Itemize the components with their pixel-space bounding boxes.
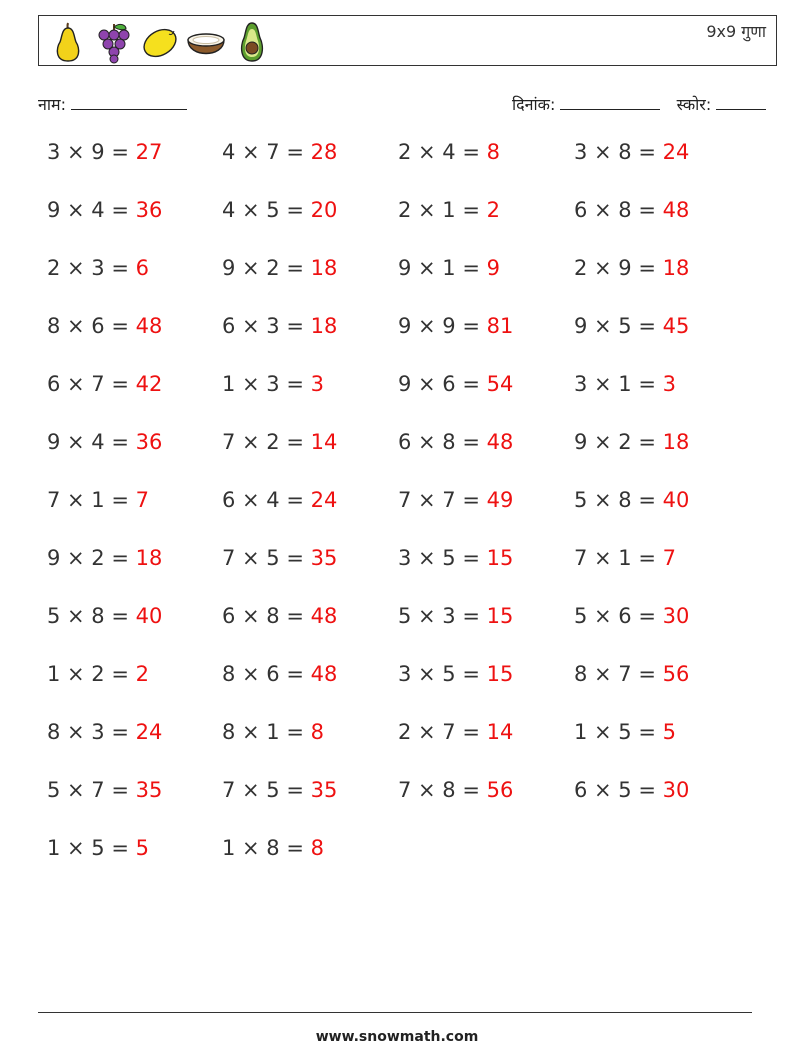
problem-question: 7 × 1 = xyxy=(574,546,663,570)
problem-item xyxy=(574,372,676,396)
problem-answer: 48 xyxy=(310,604,338,628)
problem-item xyxy=(574,546,676,570)
problem-answer: 8 xyxy=(310,720,324,744)
problem-answer: 27 xyxy=(135,140,163,164)
problem-item xyxy=(47,662,149,686)
problem-question: 9 × 5 = xyxy=(574,314,663,338)
problem-item xyxy=(398,140,500,164)
problem-question: 1 × 5 = xyxy=(574,720,663,744)
problem-answer: 40 xyxy=(135,604,163,628)
problem-answer: 81 xyxy=(486,314,514,338)
problem-question: 5 × 8 = xyxy=(47,604,136,628)
problem-question: 5 × 6 = xyxy=(574,604,663,628)
problem-item xyxy=(47,314,162,338)
problem-answer: 45 xyxy=(662,314,690,338)
problem-item xyxy=(398,314,513,338)
problem-item xyxy=(574,488,689,512)
problem-question: 4 × 5 = xyxy=(222,198,311,222)
problem-answer: 40 xyxy=(662,488,690,512)
problem-answer: 36 xyxy=(135,430,163,454)
problem-question: 5 × 3 = xyxy=(398,604,487,628)
problem-item xyxy=(574,314,689,338)
problem-item xyxy=(398,720,513,744)
problem-question: 3 × 5 = xyxy=(398,546,487,570)
problem-item xyxy=(47,604,162,628)
problem-question: 2 × 3 = xyxy=(47,256,136,280)
problem-question: 1 × 2 = xyxy=(47,662,136,686)
problem-answer: 18 xyxy=(662,256,690,280)
problem-answer: 28 xyxy=(310,140,338,164)
problem-item xyxy=(47,778,162,802)
problem-question: 6 × 4 = xyxy=(222,488,311,512)
footer-divider xyxy=(38,1012,752,1013)
problem-answer: 24 xyxy=(310,488,338,512)
problem-question: 9 × 2 = xyxy=(574,430,663,454)
problem-item xyxy=(398,778,513,802)
name-blank[interactable] xyxy=(71,95,187,110)
problem-question: 5 × 8 = xyxy=(574,488,663,512)
problem-question: 8 × 7 = xyxy=(574,662,663,686)
lemon-icon xyxy=(139,20,181,64)
problem-answer: 49 xyxy=(486,488,514,512)
problem-answer: 7 xyxy=(135,488,149,512)
grapes-icon xyxy=(93,20,135,64)
problem-item xyxy=(398,430,513,454)
worksheet-header xyxy=(38,15,777,66)
problem-item xyxy=(222,836,324,860)
problem-item xyxy=(574,140,689,164)
problem-answer: 6 xyxy=(135,256,149,280)
problem-question: 7 × 5 = xyxy=(222,778,311,802)
problem-answer: 54 xyxy=(486,372,514,396)
problem-question: 6 × 3 = xyxy=(222,314,311,338)
problem-question: 1 × 5 = xyxy=(47,836,136,860)
problem-answer: 14 xyxy=(310,430,338,454)
problem-question: 8 × 1 = xyxy=(222,720,311,744)
problem-item xyxy=(398,662,513,686)
problem-answer: 3 xyxy=(310,372,324,396)
problem-answer: 30 xyxy=(662,778,690,802)
problem-answer: 2 xyxy=(486,198,500,222)
problem-question: 6 × 8 = xyxy=(398,430,487,454)
problem-answer: 18 xyxy=(662,430,690,454)
problem-item xyxy=(47,256,149,280)
problem-answer: 48 xyxy=(662,198,690,222)
coconut-icon xyxy=(185,20,227,64)
problem-item xyxy=(398,256,500,280)
problem-item xyxy=(574,604,689,628)
problem-item xyxy=(222,256,337,280)
problem-answer: 15 xyxy=(486,662,514,686)
problem-item xyxy=(222,314,337,338)
problem-answer: 2 xyxy=(135,662,149,686)
problem-question: 7 × 1 = xyxy=(47,488,136,512)
problem-question: 4 × 7 = xyxy=(222,140,311,164)
date-blank[interactable] xyxy=(560,95,660,110)
problem-item xyxy=(222,198,337,222)
problem-answer: 3 xyxy=(662,372,676,396)
problem-item xyxy=(47,488,149,512)
problem-question: 2 × 1 = xyxy=(398,198,487,222)
avocado-icon xyxy=(231,20,273,64)
problem-answer: 9 xyxy=(486,256,500,280)
worksheet-title: 9x9 गुणा xyxy=(706,22,766,41)
problem-answer: 20 xyxy=(310,198,338,222)
problem-question: 2 × 9 = xyxy=(574,256,663,280)
problem-item xyxy=(574,662,689,686)
problem-item xyxy=(222,488,337,512)
problem-answer: 15 xyxy=(486,604,514,628)
problem-answer: 35 xyxy=(310,778,338,802)
problem-answer: 14 xyxy=(486,720,514,744)
problem-answer: 15 xyxy=(486,546,514,570)
problem-answer: 35 xyxy=(135,778,163,802)
problem-item xyxy=(222,430,337,454)
problem-item xyxy=(222,372,324,396)
problem-question: 3 × 5 = xyxy=(398,662,487,686)
problem-item xyxy=(222,662,337,686)
name-label: नाम: xyxy=(38,95,66,114)
problem-question: 8 × 3 = xyxy=(47,720,136,744)
date-score-field xyxy=(512,93,766,115)
problem-item xyxy=(47,836,149,860)
problem-item xyxy=(398,604,513,628)
problem-question: 9 × 1 = xyxy=(398,256,487,280)
problem-item xyxy=(222,720,324,744)
problem-question: 7 × 2 = xyxy=(222,430,311,454)
problem-answer: 42 xyxy=(135,372,163,396)
problem-answer: 24 xyxy=(662,140,690,164)
problem-question: 3 × 1 = xyxy=(574,372,663,396)
problem-item xyxy=(222,140,337,164)
pear-icon xyxy=(47,20,89,64)
problem-question: 9 × 9 = xyxy=(398,314,487,338)
problem-answer: 24 xyxy=(135,720,163,744)
problem-answer: 8 xyxy=(310,836,324,860)
problem-answer: 56 xyxy=(662,662,690,686)
problem-item xyxy=(574,256,689,280)
problem-item xyxy=(222,778,337,802)
problem-answer: 48 xyxy=(486,430,514,454)
problem-item xyxy=(47,720,162,744)
problem-answer: 35 xyxy=(310,546,338,570)
problem-answer: 36 xyxy=(135,198,163,222)
problem-question: 9 × 4 = xyxy=(47,198,136,222)
problem-answer: 8 xyxy=(486,140,500,164)
problem-item xyxy=(574,430,689,454)
problem-item xyxy=(47,140,162,164)
problem-question: 5 × 7 = xyxy=(47,778,136,802)
score-blank[interactable] xyxy=(716,95,766,110)
problem-question: 6 × 8 = xyxy=(222,604,311,628)
footer-url: www.snowmath.com xyxy=(315,1029,479,1045)
fruit-icons-row xyxy=(47,20,273,64)
problem-question: 2 × 7 = xyxy=(398,720,487,744)
problem-answer: 48 xyxy=(310,662,338,686)
problem-answer: 7 xyxy=(662,546,676,570)
problem-item xyxy=(574,720,676,744)
problem-item xyxy=(47,372,162,396)
date-label: दिनांक: xyxy=(512,95,556,114)
problem-item xyxy=(222,546,337,570)
problem-question: 2 × 4 = xyxy=(398,140,487,164)
problem-question: 6 × 7 = xyxy=(47,372,136,396)
problem-question: 6 × 8 = xyxy=(574,198,663,222)
problem-question: 3 × 9 = xyxy=(47,140,136,164)
problem-item xyxy=(398,546,513,570)
problem-item xyxy=(574,198,689,222)
name-field xyxy=(38,93,187,115)
problem-answer: 48 xyxy=(135,314,163,338)
problem-question: 9 × 4 = xyxy=(47,430,136,454)
problem-question: 6 × 5 = xyxy=(574,778,663,802)
problem-item xyxy=(398,198,500,222)
problem-answer: 30 xyxy=(662,604,690,628)
problem-question: 9 × 6 = xyxy=(398,372,487,396)
problem-answer: 18 xyxy=(135,546,163,570)
problem-item xyxy=(47,546,162,570)
problem-question: 1 × 3 = xyxy=(222,372,311,396)
problem-item xyxy=(398,488,513,512)
problem-answer: 18 xyxy=(310,314,338,338)
problem-question: 9 × 2 = xyxy=(47,546,136,570)
problem-item xyxy=(222,604,337,628)
problem-question: 7 × 7 = xyxy=(398,488,487,512)
problem-item xyxy=(574,778,689,802)
problem-question: 8 × 6 = xyxy=(222,662,311,686)
problem-question: 7 × 5 = xyxy=(222,546,311,570)
problem-answer: 5 xyxy=(135,836,149,860)
problem-question: 9 × 2 = xyxy=(222,256,311,280)
problem-answer: 18 xyxy=(310,256,338,280)
problem-item xyxy=(398,372,513,396)
problem-item xyxy=(47,430,162,454)
problem-answer: 56 xyxy=(486,778,514,802)
problem-question: 3 × 8 = xyxy=(574,140,663,164)
problem-question: 8 × 6 = xyxy=(47,314,136,338)
problem-question: 1 × 8 = xyxy=(222,836,311,860)
score-label: स्कोर: xyxy=(676,95,712,114)
problem-question: 7 × 8 = xyxy=(398,778,487,802)
problem-item xyxy=(47,198,162,222)
problem-answer: 5 xyxy=(662,720,676,744)
